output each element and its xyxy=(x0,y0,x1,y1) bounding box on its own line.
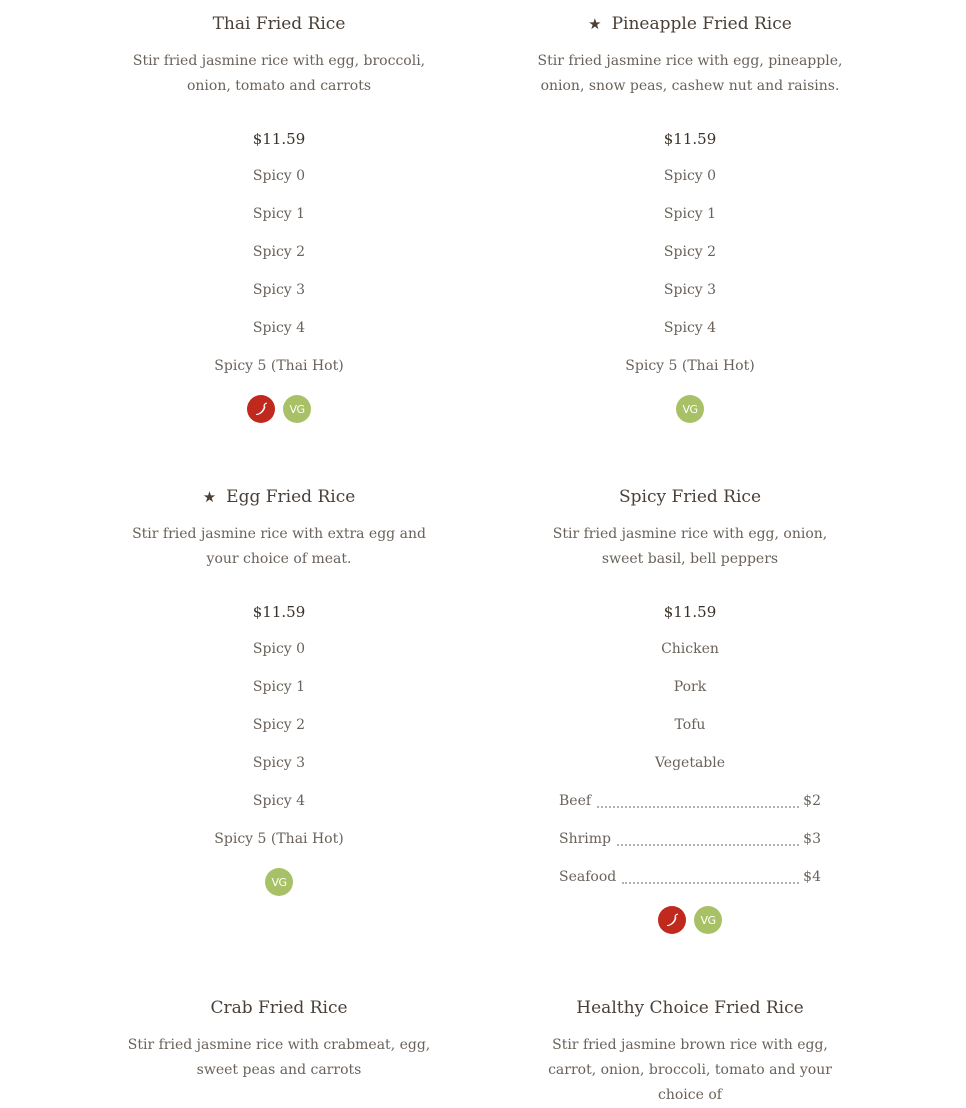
option-spicy-0[interactable]: Spicy 0 xyxy=(663,168,717,184)
vegetarian-badge: VG xyxy=(676,395,704,423)
item-description: Stir fried jasmine rice with egg, broccoli, onion, tomato and carrots xyxy=(132,53,426,94)
vegetarian-badge: VG xyxy=(694,906,722,934)
leader-dots xyxy=(597,788,799,814)
option-spicy-5[interactable]: Spicy 5 (Thai Hot) xyxy=(214,831,344,847)
option-name: Beef xyxy=(559,793,592,809)
item-title-text: Pineapple Fried Rice xyxy=(611,14,792,34)
option-price: $3 xyxy=(803,831,821,847)
item-price: $11.59 xyxy=(663,130,717,148)
option-spicy-5[interactable]: Spicy 5 (Thai Hot) xyxy=(625,358,755,374)
item-title: Healthy Choice Fried Rice xyxy=(576,998,804,1018)
option-spicy-3[interactable]: Spicy 3 xyxy=(252,282,306,298)
star-icon: ★ xyxy=(202,488,217,506)
option-spicy-2[interactable]: Spicy 2 xyxy=(663,244,717,260)
option-name: Shrimp xyxy=(559,831,612,847)
dietary-badges xyxy=(510,395,870,425)
spice-options xyxy=(99,636,459,864)
item-price: $11.59 xyxy=(663,603,717,621)
protein-options xyxy=(510,636,870,902)
option-spicy-3[interactable]: Spicy 3 xyxy=(663,282,717,298)
item-title xyxy=(99,484,459,510)
item-description: Stir fried jasmine brown rice with egg, carrot, onion, broccoli, tomato and your choice of xyxy=(548,1037,832,1103)
option-spicy-1[interactable]: Spicy 1 xyxy=(252,679,306,695)
option-pork[interactable]: Pork xyxy=(673,679,707,695)
menu-item-spicy-fried-rice[interactable] xyxy=(510,484,870,936)
option-spicy-2[interactable]: Spicy 2 xyxy=(252,717,306,733)
option-spicy-1[interactable]: Spicy 1 xyxy=(663,206,717,222)
option-price: $2 xyxy=(803,793,821,809)
option-beef[interactable] xyxy=(559,788,821,826)
option-chicken[interactable]: Chicken xyxy=(661,641,719,657)
leader-dots xyxy=(622,864,799,890)
menu-item-thai-fried-rice[interactable] xyxy=(99,11,459,425)
option-spicy-5[interactable]: Spicy 5 (Thai Hot) xyxy=(214,358,344,374)
dietary-badges xyxy=(99,395,459,425)
spice-options xyxy=(99,163,459,391)
chili-pepper-icon xyxy=(247,395,275,423)
star-icon: ★ xyxy=(588,15,602,33)
item-price: $11.59 xyxy=(252,130,306,148)
dietary-badges xyxy=(510,906,870,936)
option-vegetable[interactable]: Vegetable xyxy=(654,755,726,771)
menu-item-healthy-choice-fried-rice[interactable] xyxy=(510,995,870,1108)
option-spicy-3[interactable]: Spicy 3 xyxy=(252,755,306,771)
option-seafood[interactable] xyxy=(559,864,821,902)
option-spicy-4[interactable]: Spicy 4 xyxy=(252,793,306,809)
item-description: Stir fried jasmine rice with egg, pineapple, onion, snow peas, cashew nut and raisins. xyxy=(537,53,843,94)
option-name: Seafood xyxy=(559,869,617,885)
item-title xyxy=(510,11,870,37)
vegetarian-badge: VG xyxy=(283,395,311,423)
leader-dots xyxy=(617,826,799,852)
option-price: $4 xyxy=(803,869,821,885)
item-description: Stir fried jasmine rice with crabmeat, egg, sweet peas and carrots xyxy=(127,1037,431,1078)
item-description: Stir fried jasmine rice with egg, onion, sweet basil, bell peppers xyxy=(552,526,828,567)
item-title-text: Egg Fried Rice xyxy=(226,487,356,507)
option-spicy-0[interactable]: Spicy 0 xyxy=(252,168,306,184)
option-spicy-0[interactable]: Spicy 0 xyxy=(252,641,306,657)
option-spicy-1[interactable]: Spicy 1 xyxy=(252,206,306,222)
dietary-badges xyxy=(99,868,459,898)
menu-item-pineapple-fried-rice[interactable] xyxy=(510,11,870,425)
option-spicy-4[interactable]: Spicy 4 xyxy=(252,320,306,336)
item-title: Crab Fried Rice xyxy=(210,998,348,1018)
option-spicy-2[interactable]: Spicy 2 xyxy=(252,244,306,260)
option-spicy-4[interactable]: Spicy 4 xyxy=(663,320,717,336)
item-description: Stir fried jasmine rice with extra egg and your choice of meat. xyxy=(132,526,426,567)
vegetarian-badge: VG xyxy=(265,868,293,896)
menu-item-crab-fried-rice[interactable] xyxy=(99,995,459,1083)
spice-options xyxy=(510,163,870,391)
chili-pepper-icon xyxy=(658,906,686,934)
item-title: Spicy Fried Rice xyxy=(618,487,762,507)
menu-item-egg-fried-rice[interactable] xyxy=(99,484,459,898)
option-shrimp[interactable] xyxy=(559,826,821,864)
item-title: Thai Fried Rice xyxy=(212,14,346,34)
option-tofu[interactable]: Tofu xyxy=(674,717,706,733)
item-price: $11.59 xyxy=(252,603,306,621)
